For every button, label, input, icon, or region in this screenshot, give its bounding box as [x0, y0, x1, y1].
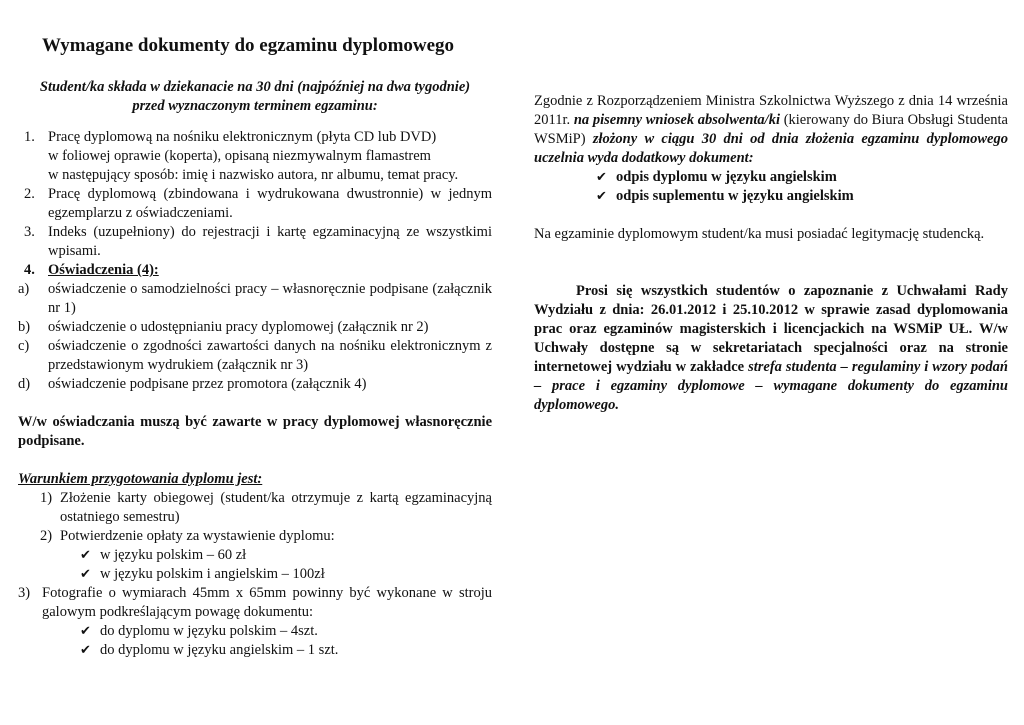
extra-doc-supplement: ✔ odpis suplementu w języku angielskim	[596, 188, 854, 204]
fee-item-pl: ✔ w języku polskim – 60 zł	[80, 547, 247, 563]
condition-2: 2) Potwierdzenie opłaty za wystawienie dyplomu:	[40, 528, 335, 544]
check-icon: ✔	[596, 189, 607, 204]
condition-3: 3) Fotografie o wymiarach 45mm x 65mm powinny być wykonane w stroju galowym podkreślającym powagę dokumentu:	[18, 585, 492, 620]
list-item-1: 1. Pracę dyplomową na nośniku elektronicznym (płyta CD lub DVD) w foliowej oprawie (koperta), opisaną niezmywalnym flamastrem w następujący sposób: imię i nazwisko autora, nr albumu, temat pracy.	[24, 129, 459, 183]
list-item-4: 4. Oświadczenia (4):	[24, 262, 159, 278]
regulation-paragraph: Zgodnie z Rozporządzeniem Ministra Szkolnictwa Wyższego z dnia 14 września 2011r. na pisemny wniosek absolwenta/ki (kierowany do Biura Obsługi Studenta WSMiP) złożony w ciągu 30 dni od dnia złożenia egzaminu dyplomowego uczelnia wyda dodatkowy dokument:	[534, 93, 1008, 166]
fee-item-pl-en: ✔ w języku polskim i angielskim – 100zł	[80, 566, 325, 582]
check-icon: ✔	[80, 643, 91, 658]
condition-1: 1) Złożenie karty obiegowej (student/ka otrzymuje z kartą egzaminacyjną ostatniego semestru)	[40, 490, 492, 525]
check-icon: ✔	[596, 170, 607, 185]
intro-line-1: Student/ka składa w dziekanacie na 30 dni (najpóźniej na dwa tygodnie)	[39, 79, 471, 95]
condition-heading: Warunkiem przygotowania dyplomu jest:	[18, 471, 263, 487]
intro-line-2: przed wyznaczonym terminem egzaminu:	[132, 98, 378, 114]
resolutions-paragraph: Prosi się wszystkich studentów o zapoznanie z Uchwałami Rady Wydziału z dnia: 26.01.2012 i 25.10.2012 w sprawie zasad dyplomowania prac oraz egzaminów magisterskich i licencjackich na WSMiP UŁ. W/w Uchwały dostępne są w sekretariatach specjalności oraz na stronie internetowej wydziału w zakładce strefa studenta – regulaminy i wzory podań – prace i egzaminy dyplomowe – wymagane dokumenty do egzaminu dyplomowego.	[534, 283, 1008, 413]
page-title: Wymagane dokumenty do egzaminu dyplomowego	[42, 35, 455, 56]
check-icon: ✔	[80, 548, 91, 563]
extra-doc-diploma: ✔ odpis dyplomu w języku angielskim	[596, 169, 837, 185]
right-column	[534, 92, 1008, 415]
check-icon: ✔	[80, 624, 91, 639]
statements-note: W/w oświadczania muszą być zawarte w pracy dyplomowej własnoręcznie podpisane.	[18, 414, 492, 449]
photo-item-pl: ✔ do dyplomu w języku polskim – 4szt.	[80, 623, 318, 639]
id-card-note: Na egzaminie dyplomowym student/ka musi posiadać legitymację studencką.	[534, 226, 985, 242]
statement-b: b) oświadczenie o udostępnianiu pracy dyplomowej (załącznik nr 2)	[18, 319, 429, 335]
left-column	[18, 34, 492, 660]
check-icon: ✔	[80, 567, 91, 582]
statement-c: c) oświadczenie o zgodności zawartości danych na nośniku elektronicznym z przedstawionym wydrukiem (załącznik nr 3)	[18, 338, 492, 373]
list-item-2: 2. Pracę dyplomową (zbindowana i wydrukowana dwustronnie) w jednym egzemplarzu z oświadczeniami.	[24, 186, 492, 221]
list-item-3: 3. Indeks (uzupełniony) do rejestracji i kartę egzaminacyjną ze wszystkimi wpisami.	[24, 224, 492, 259]
intro-text	[18, 78, 492, 116]
statement-d: d) oświadczenie podpisane przez promotora (załącznik 4)	[18, 376, 367, 392]
statement-a: a) oświadczenie o samodzielności pracy – własnoręcznie podpisane (załącznik nr 1)	[18, 281, 492, 316]
photo-item-en: ✔ do dyplomu w języku angielskim – 1 szt.	[80, 642, 339, 658]
